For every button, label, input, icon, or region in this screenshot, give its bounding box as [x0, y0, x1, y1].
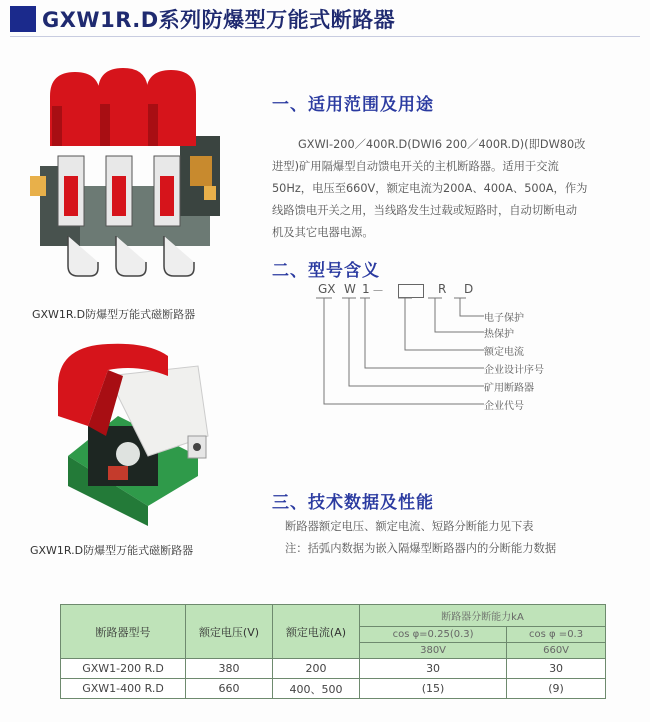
scope-line: 机及其它电器电源。 — [272, 226, 374, 239]
scope-line: 50Hz，电压至660V，额定电流为200A、400A、500A，作为 — [272, 182, 588, 195]
code-1: 1 — [362, 282, 370, 296]
photo-caption-1: GXW1R.D防爆型万能式磁断路器 — [32, 308, 196, 321]
breaker-photo-front — [20, 66, 230, 286]
table-row — [61, 659, 606, 679]
scope-line: GXWI-200／400R.D(DWI6 200／400R.D)(即DW80改 — [298, 138, 586, 151]
code-dash: － — [372, 284, 385, 298]
cell-current: 400、500 — [273, 679, 360, 699]
section-heading-scope: 一、适用范围及用途 — [272, 95, 434, 115]
cell-voltage: 660 — [186, 679, 273, 699]
cell-breaking-1: (15) — [360, 679, 507, 699]
table-row — [61, 679, 606, 699]
model-connector-lines — [310, 296, 490, 416]
legend-thermal-protection: 热保护 — [484, 329, 514, 340]
title-marker — [10, 6, 36, 32]
photo-caption-2: GXW1R.D防爆型万能式磁断路器 — [30, 544, 194, 557]
legend-rated-current: 额定电流 — [484, 347, 524, 358]
tech-note-1: 断路器额定电压、额定电流、短路分断能力见下表 — [285, 520, 534, 533]
breaker-photo-angled — [48, 336, 223, 526]
title-divider — [10, 36, 640, 37]
cell-breaking-2: (9) — [507, 679, 606, 699]
legend-design-number: 企业设计序号 — [484, 365, 544, 376]
header-breaking-sub2: cos φ =0.3 — [507, 627, 606, 643]
code-gx: GX — [318, 282, 336, 296]
section-heading-tech: 三、技术数据及性能 — [272, 493, 434, 513]
page-title: GXW1R.D系列防爆型万能式断路器 — [42, 8, 396, 32]
cell-model: GXW1-200 R.D — [61, 659, 186, 679]
scope-line: 线路馈电开关之用，当线路发生过载或短路时，自动切断电动 — [272, 204, 578, 217]
code-w: W — [344, 282, 356, 296]
legend-electronic-protection: 电子保护 — [484, 313, 524, 324]
header-model: 断路器型号 — [61, 605, 186, 659]
scope-paragraph — [272, 134, 642, 244]
code-d: D — [464, 282, 474, 296]
tech-note-2: 注：括弧内数据为嵌入隔爆型断路器内的分断能力数据 — [285, 542, 557, 555]
header-current: 额定电流(A) — [273, 605, 360, 659]
section-heading-model: 二、型号含义 — [272, 261, 380, 281]
title-bar — [0, 0, 650, 40]
header-breaking-sub2-voltage: 660V — [507, 643, 606, 659]
legend-mining-breaker: 矿用断路器 — [484, 383, 534, 394]
legend-enterprise-code: 企业代号 — [484, 401, 524, 412]
header-voltage: 额定电压(V) — [186, 605, 273, 659]
header-breaking-sub1-voltage: 380V — [360, 643, 507, 659]
cell-model: GXW1-400 R.D — [61, 679, 186, 699]
cell-breaking-1: 30 — [360, 659, 507, 679]
header-breaking-sub1: cos φ=0.25(0.3) — [360, 627, 507, 643]
spec-table — [60, 604, 606, 699]
cell-voltage: 380 — [186, 659, 273, 679]
code-r: R — [438, 282, 447, 296]
cell-breaking-2: 30 — [507, 659, 606, 679]
scope-line: 进型)矿用隔爆型自动馈电开关的主机断路器。适用于交流 — [272, 160, 559, 173]
cell-current: 200 — [273, 659, 360, 679]
header-breaking: 断路器分断能力kA — [360, 605, 606, 627]
